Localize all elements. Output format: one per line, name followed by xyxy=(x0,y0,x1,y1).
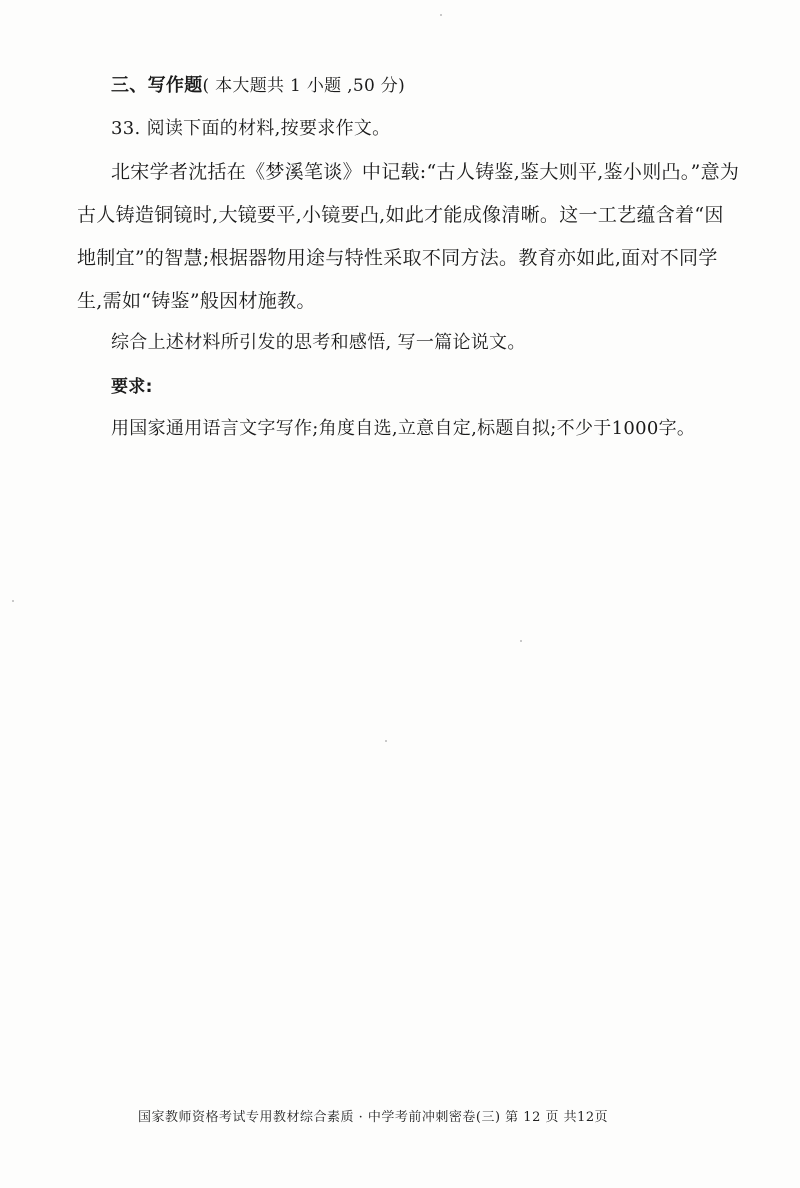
scan-speck xyxy=(440,14,442,16)
requirements-text: 用国家通用语言文字写作;角度自选,立意自定,标题自拟;不少于1000字。 xyxy=(111,418,696,439)
section-heading xyxy=(111,74,405,98)
scan-speck xyxy=(12,600,14,602)
material-line-3: 地制宜”的智慧;根据器物用途与特性采取不同方法。教育亦如此,面对不同学 xyxy=(77,247,718,269)
scan-speck xyxy=(385,740,387,742)
question-number: 33. xyxy=(111,118,141,139)
material-line-1: 北宋学者沈括在《梦溪笔谈》中记载:“古人铸鉴,鉴大则平,鉴小则凸。”意为 xyxy=(111,161,740,183)
scan-speck xyxy=(520,640,522,642)
question-line xyxy=(111,117,390,141)
material-line-2: 古人铸造铜镜时,大镜要平,小镜要凸,如此才能成像清晰。这一工艺蕴含着“因 xyxy=(77,204,724,226)
material-line-4: 生,需如“铸鉴”般因材施教。 xyxy=(77,290,316,312)
section-title: 三、写作题 xyxy=(111,75,203,96)
question-instruction: 阅读下面的材料,按要求作文。 xyxy=(146,118,391,139)
writing-prompt: 综合上述材料所引发的思考和感悟, 写一篇论说文。 xyxy=(111,332,526,353)
requirements-title: 要求: xyxy=(111,377,153,397)
page-footer: 国家教师资格考试专用教材综合素质 · 中学考前冲刺密卷(三) 第 12 页 共12页 xyxy=(138,1110,609,1125)
section-subtitle: ( 本大题共 1 小题 ,50 分) xyxy=(202,76,406,96)
